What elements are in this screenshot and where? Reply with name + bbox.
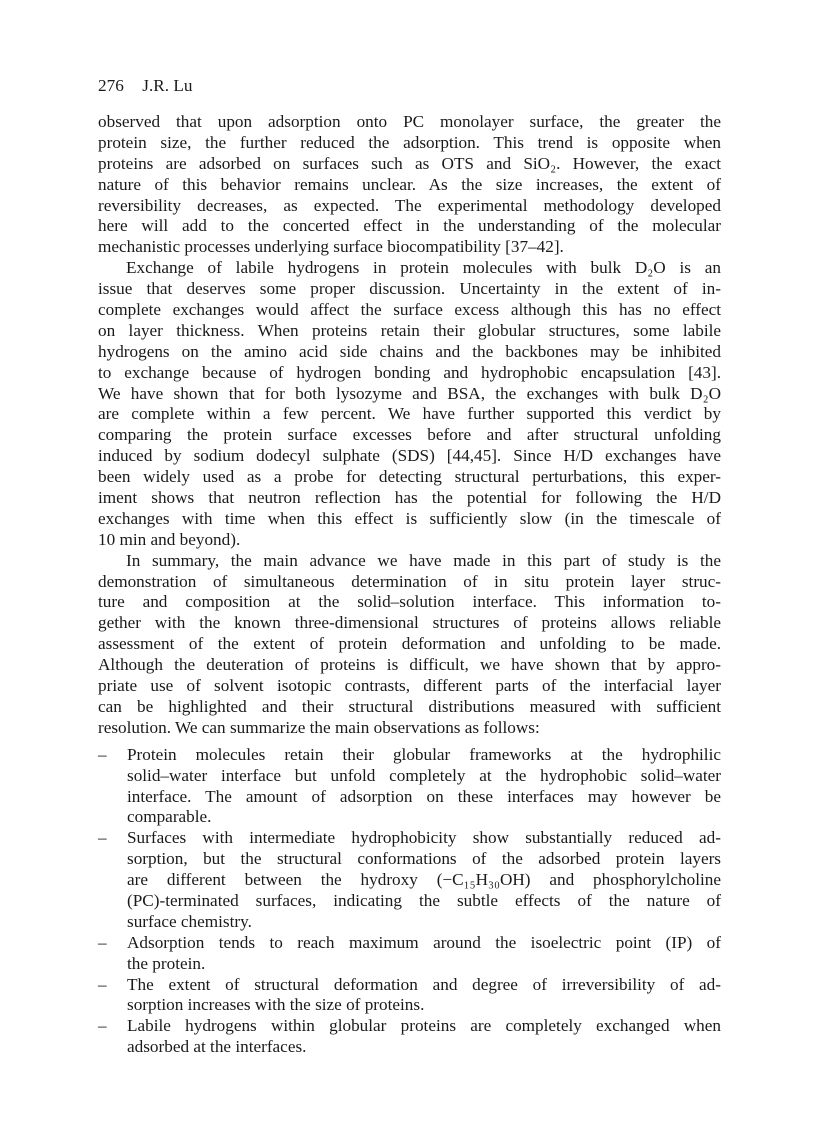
list-item	[98, 933, 721, 975]
summary-list	[98, 745, 721, 1058]
text-line: solid–water interface but unfold completely at the hydrophobic solid–water	[127, 765, 721, 785]
text-line: adsorbed at the interfaces.	[127, 1037, 307, 1057]
text-line: are complete within a few percent. We have further supported this verdict by	[98, 404, 721, 424]
list-marker: –	[98, 744, 107, 764]
paragraph	[98, 112, 721, 258]
text-line: priate use of solvent isotopic contrasts, different parts of the interfacial layer	[98, 676, 721, 696]
text-line: proteins are adsorbed on surfaces such as OTS and SiO₂. However, the exact	[98, 153, 721, 173]
text-line: gether with the known three-dimensional structures of proteins allows reliable	[98, 613, 721, 633]
list-marker: –	[98, 828, 107, 848]
list-marker: –	[98, 974, 107, 994]
list-marker: –	[98, 932, 107, 952]
paragraph	[98, 551, 721, 739]
page-number: 276	[98, 76, 124, 95]
text-line: The extent of structural deformation and degree of irreversibility of ad-	[127, 974, 721, 994]
text-line: demonstration of simultaneous determination of in situ protein layer struc-	[98, 571, 721, 591]
text-line: sorption, but the structural conformations of the adsorbed protein layers	[127, 849, 721, 869]
text-line: Labile hydrogens within globular proteins are completely exchanged when	[127, 1016, 721, 1036]
running-author: J.R. Lu	[142, 76, 193, 95]
text-line: Although the deuteration of proteins is difficult, we have shown that by appro-	[98, 655, 721, 675]
running-header	[98, 76, 721, 96]
page	[98, 76, 721, 1058]
text-line: the protein.	[127, 953, 206, 973]
list-item	[98, 1016, 721, 1058]
text-line: issue that deserves some proper discussion. Uncertainty in the extent of in-	[98, 279, 721, 299]
text-line: can be highlighted and their structural distributions measured with sufficient	[98, 696, 721, 716]
text-line: induced by sodium dodecyl sulphate (SDS) [44,45]. Since H/D exchanges have	[98, 446, 721, 466]
list-item	[98, 975, 721, 1017]
text-line: iment shows that neutron reflection has the potential for following the H/D	[98, 488, 721, 508]
text-line: reversibility decreases, as expected. The experimental methodology developed	[98, 195, 721, 215]
text-line: 10 min and beyond).	[98, 529, 241, 549]
text-line: been widely used as a probe for detecting structural perturbations, this exper-	[98, 467, 721, 487]
text-line: (PC)-terminated surfaces, indicating the subtle effects of the nature of	[127, 890, 721, 910]
text-line: resolution. We can summarize the main observations as follows:	[98, 717, 540, 737]
text-line: are different between the hydroxy (−C₁₅H₃₀OH) and phosphorylcholine	[127, 870, 721, 890]
text-line: ture and composition at the solid–solution interface. This information to-	[98, 592, 721, 612]
text-line: surface chemistry.	[127, 911, 252, 931]
text-line: hydrogens on the amino acid side chains and the backbones may be inhibited	[98, 341, 721, 361]
text-line: interface. The amount of adsorption on these interfaces may however be	[127, 786, 721, 806]
text-line: Exchange of labile hydrogens in protein molecules with bulk D₂O is an	[126, 258, 721, 278]
text-line: here will add to the concerted effect in the understanding of the molecular	[98, 216, 721, 236]
paragraph	[98, 258, 721, 550]
text-line: protein size, the further reduced the adsorption. This trend is opposite when	[98, 132, 721, 152]
text-line: observed that upon adsorption onto PC monolayer surface, the greater the	[98, 112, 721, 131]
text-line: nature of this behavior remains unclear. As the size increases, the extent of	[98, 174, 721, 194]
list-marker: –	[98, 1016, 107, 1036]
text-line: Surfaces with intermediate hydrophobicity show substantially reduced ad-	[127, 828, 721, 848]
text-line: comparing the protein surface excesses before and after structural unfolding	[98, 425, 721, 445]
body-text	[98, 112, 721, 739]
text-line: In summary, the main advance we have made in this part of study is the	[126, 550, 721, 570]
text-line: Adsorption tends to reach maximum around the isoelectric point (IP) of	[127, 932, 721, 952]
text-line: to exchange because of hydrogen bonding and hydrophobic encapsulation [43].	[98, 362, 721, 382]
text-line: comparable.	[127, 807, 212, 827]
text-line: exchanges with time when this effect is sufficiently slow (in the timescale of	[98, 508, 721, 528]
text-line: complete exchanges would affect the surface excess although this has no effect	[98, 300, 721, 320]
list-item	[98, 745, 721, 829]
text-line: We have shown that for both lysozyme and BSA, the exchanges with bulk D₂O	[98, 383, 721, 403]
text-line: assessment of the extent of protein deformation and unfolding to be made.	[98, 634, 721, 654]
text-line: on layer thickness. When proteins retain their globular structures, some labile	[98, 320, 721, 340]
text-line: sorption increases with the size of proteins.	[127, 995, 425, 1015]
text-line: mechanistic processes underlying surface biocompatibility [37–42].	[98, 237, 564, 257]
text-line: Protein molecules retain their globular frameworks at the hydrophilic	[127, 744, 721, 764]
list-item	[98, 828, 721, 932]
